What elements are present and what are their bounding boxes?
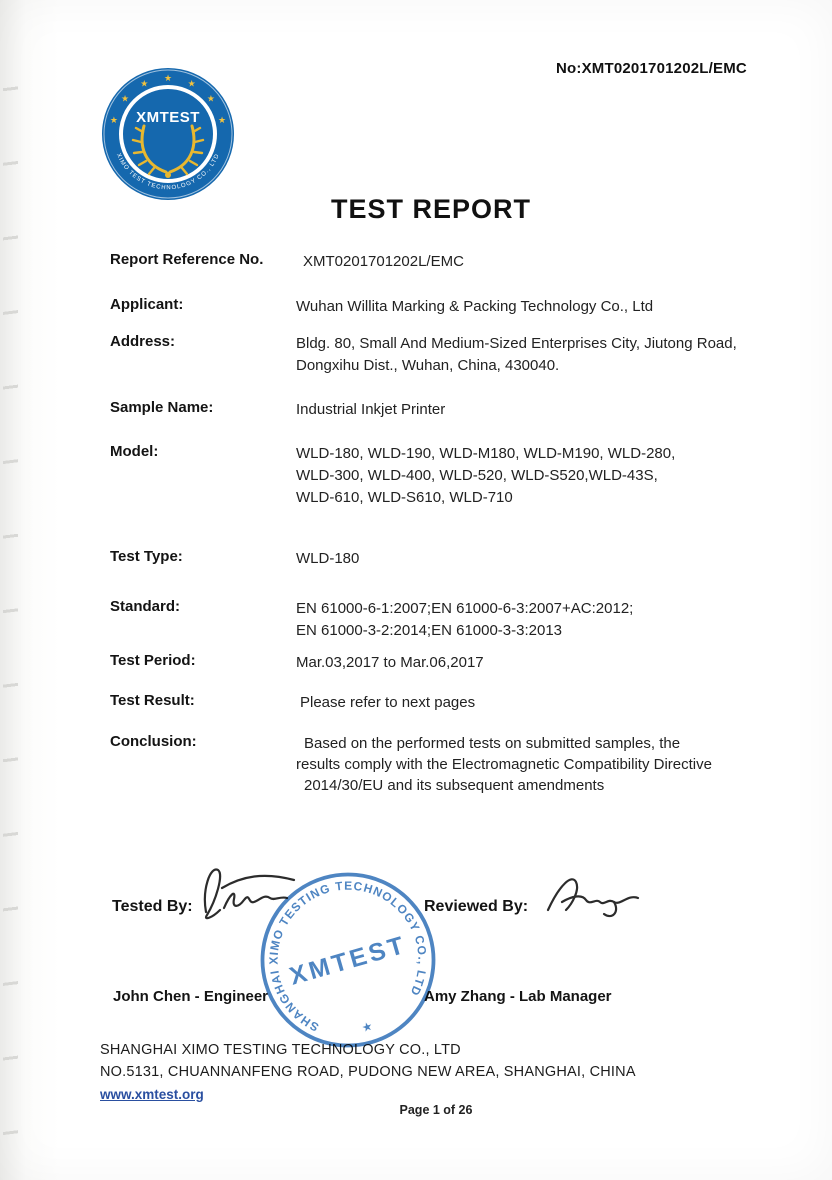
svg-text:★: ★ (206, 94, 215, 105)
logo-ring-text: XIMO TEST TECHNOLOGY CO., LTD (114, 152, 222, 192)
field-label: Sample Name: (110, 399, 214, 416)
tested-by-label: Tested By: (112, 898, 193, 915)
tested-by-name: John Chen - Engineer (113, 988, 269, 1005)
page-number: Page 1 of 26 (399, 1103, 473, 1117)
field-value: Please refer to next pages (300, 694, 476, 711)
field-label: Conclusion: (110, 733, 197, 750)
xmtest-logo (98, 64, 238, 204)
logo-text: XMTEST (136, 109, 200, 126)
reviewed-by-name: Amy Zhang - Lab Manager (424, 988, 612, 1005)
footer-company-name: SHANGHAI XIMO TESTING TECHNOLOGY CO., LTD (100, 1042, 461, 1058)
field-label: Address: (110, 333, 176, 350)
field-label: Test Result: (110, 692, 195, 709)
stamp-center-text: XMTEST (286, 930, 410, 991)
svg-text:★: ★ (140, 79, 149, 90)
field-label: Report Reference No. (110, 251, 264, 268)
field-label: Test Period: (110, 652, 196, 669)
stamp-ring-text: SHANGHAI XIMO TESTING TECHNOLOGY CO., LTD (266, 878, 430, 1035)
svg-text:★: ★ (218, 116, 227, 126)
field-label: Standard: (110, 598, 181, 615)
svg-text:★: ★ (109, 116, 118, 126)
field-label: Applicant: (110, 296, 184, 313)
footer-company-address: NO.5131, CHUANNANFENG ROAD, PUDONG NEW AREA, SHANGHAI, CHINA (100, 1064, 636, 1080)
field-value: Wuhan Willita Marking & Packing Technology Co., Ltd (296, 298, 654, 315)
svg-text:★: ★ (121, 94, 130, 105)
field-label: Model: (110, 443, 159, 460)
document-number: No:XMT0201701202L/EMC (556, 60, 747, 77)
field-value: WLD-180 (296, 550, 360, 567)
field-label: Test Type: (110, 548, 183, 565)
field-value: Based on the performed tests on submitted samples, the results comply with the Electromagnetic Compatibility Directive 2014/30/EU and its subsequent amendments (296, 735, 712, 794)
field-value: XMT0201701202L/EMC (303, 253, 464, 270)
reviewed-by-label: Reviewed By: (424, 898, 529, 915)
svg-text:★: ★ (163, 74, 173, 84)
field-value: Mar.03,2017 to Mar.06,2017 (296, 654, 484, 671)
page-title: TEST REPORT (330, 194, 531, 224)
reviewed-by-signature (540, 866, 650, 924)
field-value: EN 61000-6-1:2007;EN 61000-6-3:2007+AC:2012; EN 61000-3-2:2014;EN 61000-3-3:2013 (296, 600, 634, 639)
svg-text:★: ★ (187, 79, 196, 90)
field-value: WLD-180, WLD-190, WLD-M180, WLD-M190, WLD-280, WLD-300, WLD-400, WLD-520, WLD-S520,WLD-43S, WLD-610, WLD-S610, WLD-710 (296, 445, 676, 506)
field-value: Industrial Inkjet Printer (296, 401, 446, 418)
website-link[interactable]: www.xmtest.org (100, 1087, 204, 1102)
stamp-star: ★ (360, 1018, 375, 1036)
field-value: Bldg. 80, Small And Medium-Sized Enterprises City, Jiutong Road, Dongxihu Dist., Wuhan, China, 430040. (296, 335, 737, 374)
